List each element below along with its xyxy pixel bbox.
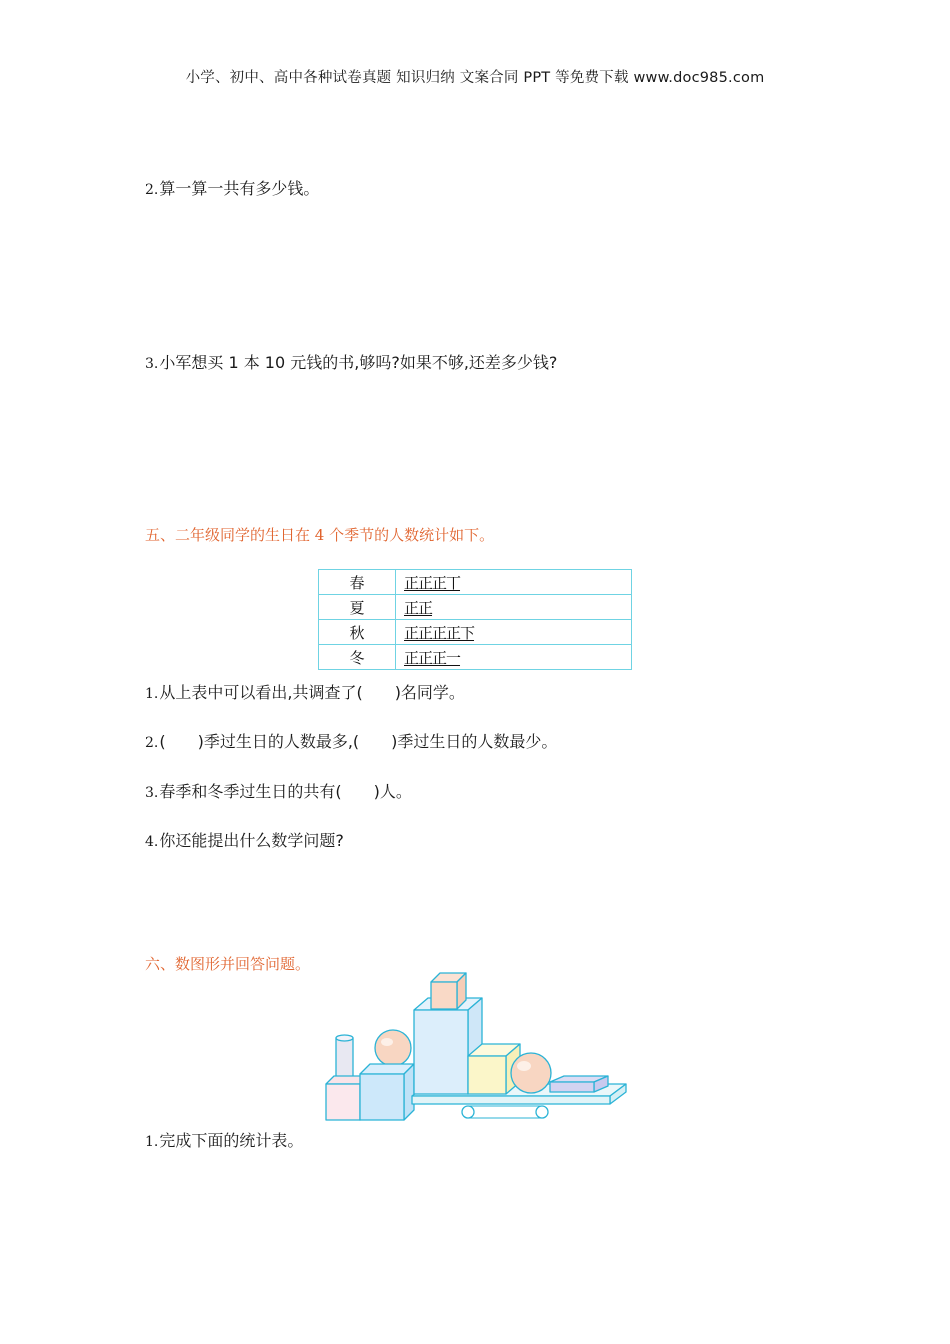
wheel-shape: [462, 1106, 474, 1118]
season-cell: 秋: [319, 620, 396, 645]
question-number: 1.: [145, 686, 159, 702]
table-row: [319, 620, 632, 645]
question-number: 2.: [145, 735, 159, 751]
question-text: 你还能提出什么数学问题?: [159, 831, 344, 850]
question-text: ( )季过生日的人数最多,( )季过生日的人数最少。: [159, 732, 558, 751]
question-number: 1.: [145, 1134, 159, 1150]
question-number: 2.: [145, 182, 159, 198]
tally-cell: [396, 595, 632, 620]
question-text: 小军想买 1 本 10 元钱的书,够吗?如果不够,还差多少钱?: [159, 353, 558, 372]
section-6-title: 六、数图形并回答问题。: [145, 955, 311, 973]
page-header: 小学、初中、高中各种试卷真题 知识归纳 文案合同 PPT 等免费下载 www.doc985.com: [185, 70, 765, 86]
question-6-1: [145, 1128, 303, 1151]
question-text: 从上表中可以看出,共调查了( )名同学。: [159, 683, 465, 702]
tally-marks: 正正: [404, 598, 433, 617]
question-3-book: [145, 350, 557, 373]
question-5-4: [145, 828, 344, 851]
wheel-shape: [536, 1106, 548, 1118]
question-text: 完成下面的统计表。: [159, 1131, 304, 1150]
question-text: 春季和冬季过生日的共有( )人。: [159, 782, 412, 801]
table-row: [319, 570, 632, 595]
tally-marks: 正正正一: [404, 648, 461, 667]
geometric-shapes-illustration: [318, 966, 634, 1126]
question-number: 3.: [145, 785, 159, 801]
question-5-3: [145, 779, 412, 802]
section-5-title: 五、二年级同学的生日在 4 个季节的人数统计如下。: [145, 526, 495, 544]
question-number: 4.: [145, 834, 159, 850]
season-cell: 冬: [319, 645, 396, 670]
purple-cuboid-shape: [550, 1076, 608, 1092]
question-2-money: [145, 176, 319, 199]
season-cell: 夏: [319, 595, 396, 620]
table-row: [319, 645, 632, 670]
tally-marks: 正正正丅: [404, 573, 461, 592]
question-5-2: [145, 729, 557, 752]
season-cell: 春: [319, 570, 396, 595]
table-row: [319, 595, 632, 620]
tally-cell: [396, 620, 632, 645]
tally-marks: 正正正正下: [404, 623, 475, 642]
blue-cuboid-shape: [360, 1064, 414, 1120]
tally-cell: [396, 645, 632, 670]
orange-cube-shape: [431, 973, 466, 1009]
sphere-shape: [511, 1053, 551, 1093]
tally-cell: [396, 570, 632, 595]
sphere-shape: [375, 1030, 411, 1066]
question-text: 算一算一共有多少钱。: [159, 179, 320, 198]
birthday-tally-table: [318, 569, 632, 670]
question-5-1: [145, 680, 465, 703]
question-number: 3.: [145, 356, 159, 372]
